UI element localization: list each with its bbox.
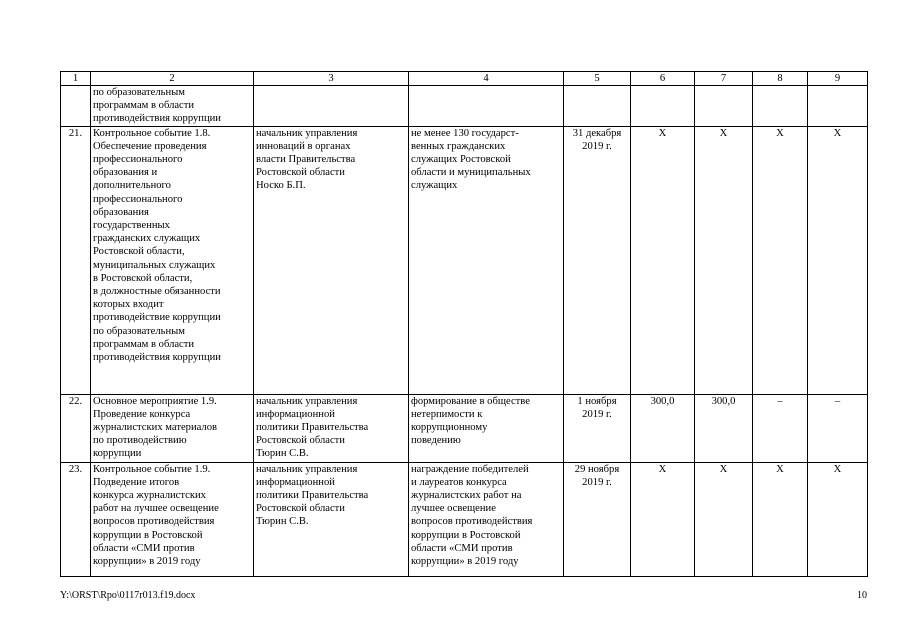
value-col-7: Х [695,462,753,576]
footer-file-path: Y:\ORST\Rpo\0117r013.f19.docx [60,590,196,601]
value-col-9: Х [808,126,868,394]
value-col-8: Х [753,126,808,394]
column-header-1: 1 [61,72,91,86]
value-col-8: – [753,394,808,462]
value-col-9: Х [808,462,868,576]
column-header-7: 7 [695,72,753,86]
value-col-7 [695,86,753,127]
value-col-8: Х [753,462,808,576]
responsible-person: начальник управления информационной политики Правительства Ростовской области Тюрин С.В. [254,462,409,576]
column-header-3: 3 [254,72,409,86]
table-row-continuation [61,86,868,127]
value-col-9: – [808,394,868,462]
responsible-person: начальник управления инноваций в органах власти Правительства Ростовской области Носко Б.П. [254,126,409,394]
table-row-23 [61,462,868,576]
value-col-8 [753,86,808,127]
deadline: 31 декабря 2019 г. [564,126,631,394]
column-header-2: 2 [91,72,254,86]
value-col-9 [808,86,868,127]
column-header-4: 4 [409,72,564,86]
row-number: 22. [61,394,91,462]
expected-result: награждение победителей и лауреатов конкурса журналистских работ на лучшее освещение вопросов противодействия коррупции в Ростовской области «СМИ против коррупции» в 2019 году [409,462,564,576]
measure-name: по образовательным программам в области противодействия коррупции [91,86,254,127]
responsible-person [254,86,409,127]
row-number: 23. [61,462,91,576]
deadline: 1 ноября 2019 г. [564,394,631,462]
responsible-person: начальник управления информационной политики Правительства Ростовской области Тюрин С.В. [254,394,409,462]
document-table [60,71,868,577]
measure-name: Контрольное событие 1.9. Подведение итогов конкурса журналистских работ на лучшее освещение вопросов противодействия коррупции в Ростовской области «СМИ против коррупции» в 2019 году [91,462,254,576]
table-row-22 [61,394,868,462]
expected-result [409,86,564,127]
table-header-row [61,72,868,86]
value-col-7: 300,0 [695,394,753,462]
measure-name: Основное мероприятие 1.9. Проведение конкурса журналистских материалов по противодействию коррупции [91,394,254,462]
column-header-8: 8 [753,72,808,86]
page-number: 10 [857,590,867,601]
row-number [61,86,91,127]
measure-name: Контрольное событие 1.8. Обеспечение проведения профессионального образования и дополнительного профессионального образования государственных гражданских служащих Ростовской области, муниципальных служащих в Ростовской области, в должностные обязанности которых входит противодействие коррупции по образовательным программам в области противодействия коррупции [91,126,254,394]
table-row-21 [61,126,868,394]
value-col-6: 300,0 [631,394,695,462]
value-col-6 [631,86,695,127]
value-col-6: Х [631,462,695,576]
column-header-5: 5 [564,72,631,86]
column-header-6: 6 [631,72,695,86]
expected-result: не менее 130 государст- венных гражданских служащих Ростовской области и муниципальных служащих [409,126,564,394]
column-header-9: 9 [808,72,868,86]
value-col-7: Х [695,126,753,394]
deadline [564,86,631,127]
expected-result: формирование в обществе нетерпимости к коррупционному поведению [409,394,564,462]
row-number: 21. [61,126,91,394]
value-col-6: Х [631,126,695,394]
deadline: 29 ноября 2019 г. [564,462,631,576]
